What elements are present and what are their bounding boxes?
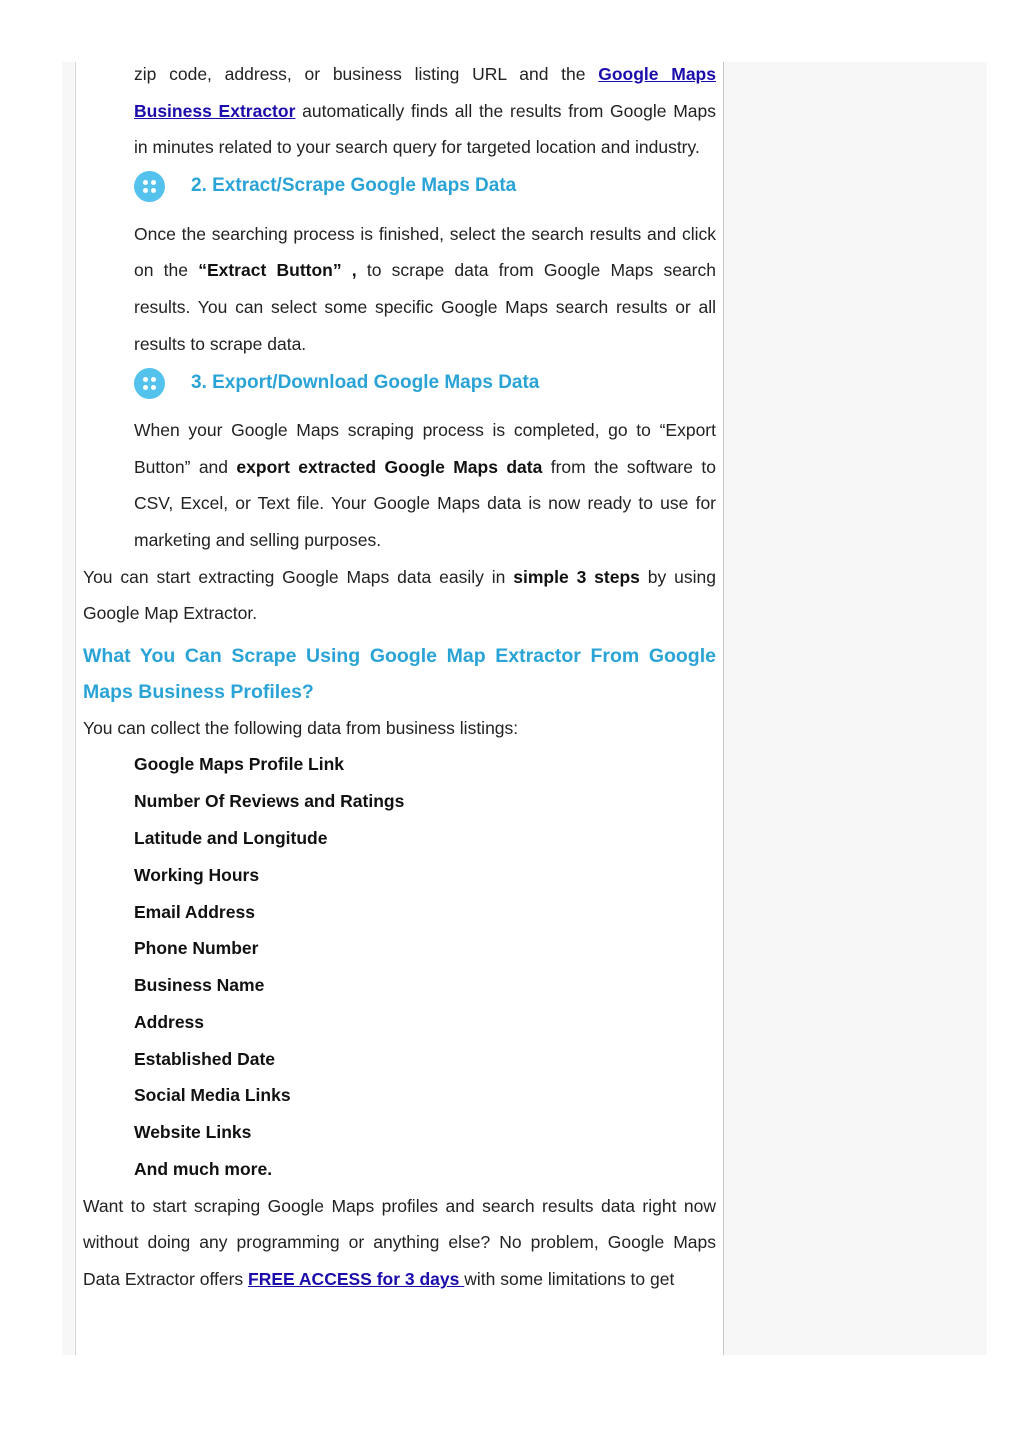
summary-paragraph: You can start extracting Google Maps data easily in simple 3 steps by using Google Map Extractor.: [83, 566, 716, 624]
dots-grid-icon: [134, 171, 165, 202]
list-item: And much more.: [134, 1159, 273, 1180]
simple-steps-emphasis: simple 3 steps: [513, 566, 640, 587]
section-intro: You can collect the following data from business listings:: [83, 717, 519, 738]
export-data-emphasis: export extracted Google Maps data: [236, 456, 543, 477]
dots-grid-icon: [134, 368, 165, 399]
section-heading: What You Can Scrape Using Google Map Extractor From Google Maps Business Profiles?: [83, 644, 716, 703]
right-side-panel: [723, 62, 987, 1355]
data-fields-list: [83, 746, 716, 1188]
list-item: Website Links: [134, 1122, 252, 1143]
google-maps-business-extractor-link[interactable]: Google Maps Business Extractor: [134, 64, 716, 121]
step-2-header: [83, 166, 716, 208]
list-item: Established Date: [134, 1048, 276, 1069]
search-step-paragraph: zip code, address, or business listing URL and the Google Maps Business Extractor automatically finds all the results from Google Maps in minutes related to your search query for targeted location and industry.: [134, 64, 716, 158]
list-item: Address: [134, 1011, 205, 1032]
free-access-link[interactable]: FREE ACCESS for 3 days: [248, 1269, 465, 1290]
step-3-header: [83, 362, 716, 404]
step-3-paragraph: When your Google Maps scraping process is completed, go to “Export Button” and export extracted Google Maps data from the software to CSV, Excel, or Text file. Your Google Maps data is now ready to use for marketing and selling purposes.: [134, 420, 716, 550]
list-item: Social Media Links: [134, 1085, 291, 1106]
list-item: Number Of Reviews and Ratings: [134, 791, 405, 812]
step-3-title: 3. Export/Download Google Maps Data: [191, 371, 540, 393]
list-item: Phone Number: [134, 938, 259, 959]
extract-button-label: “Extract Button” ,: [198, 260, 357, 281]
list-item: Google Maps Profile Link: [134, 754, 345, 775]
list-item: Latitude and Longitude: [134, 827, 328, 848]
list-item: Business Name: [134, 975, 265, 996]
closing-paragraph: Want to start scraping Google Maps profiles and search results data right now without doing any programming or anything else? No problem, Google Maps Data Extractor offers FREE ACCESS for 3 days with some limitations to get: [83, 1195, 716, 1290]
step-2-title: 2. Extract/Scrape Google Maps Data: [191, 175, 517, 197]
list-item: Email Address: [134, 901, 255, 922]
left-margin-strip: [62, 62, 76, 1355]
step-2-paragraph: Once the searching process is finished, select the search results and click on the “Extract Button” , to scrape data from Google Maps search results. You can select some specific Google Maps search results or all results to scrape data.: [134, 223, 716, 354]
document-content: [83, 56, 716, 1298]
list-item: Working Hours: [134, 864, 260, 885]
